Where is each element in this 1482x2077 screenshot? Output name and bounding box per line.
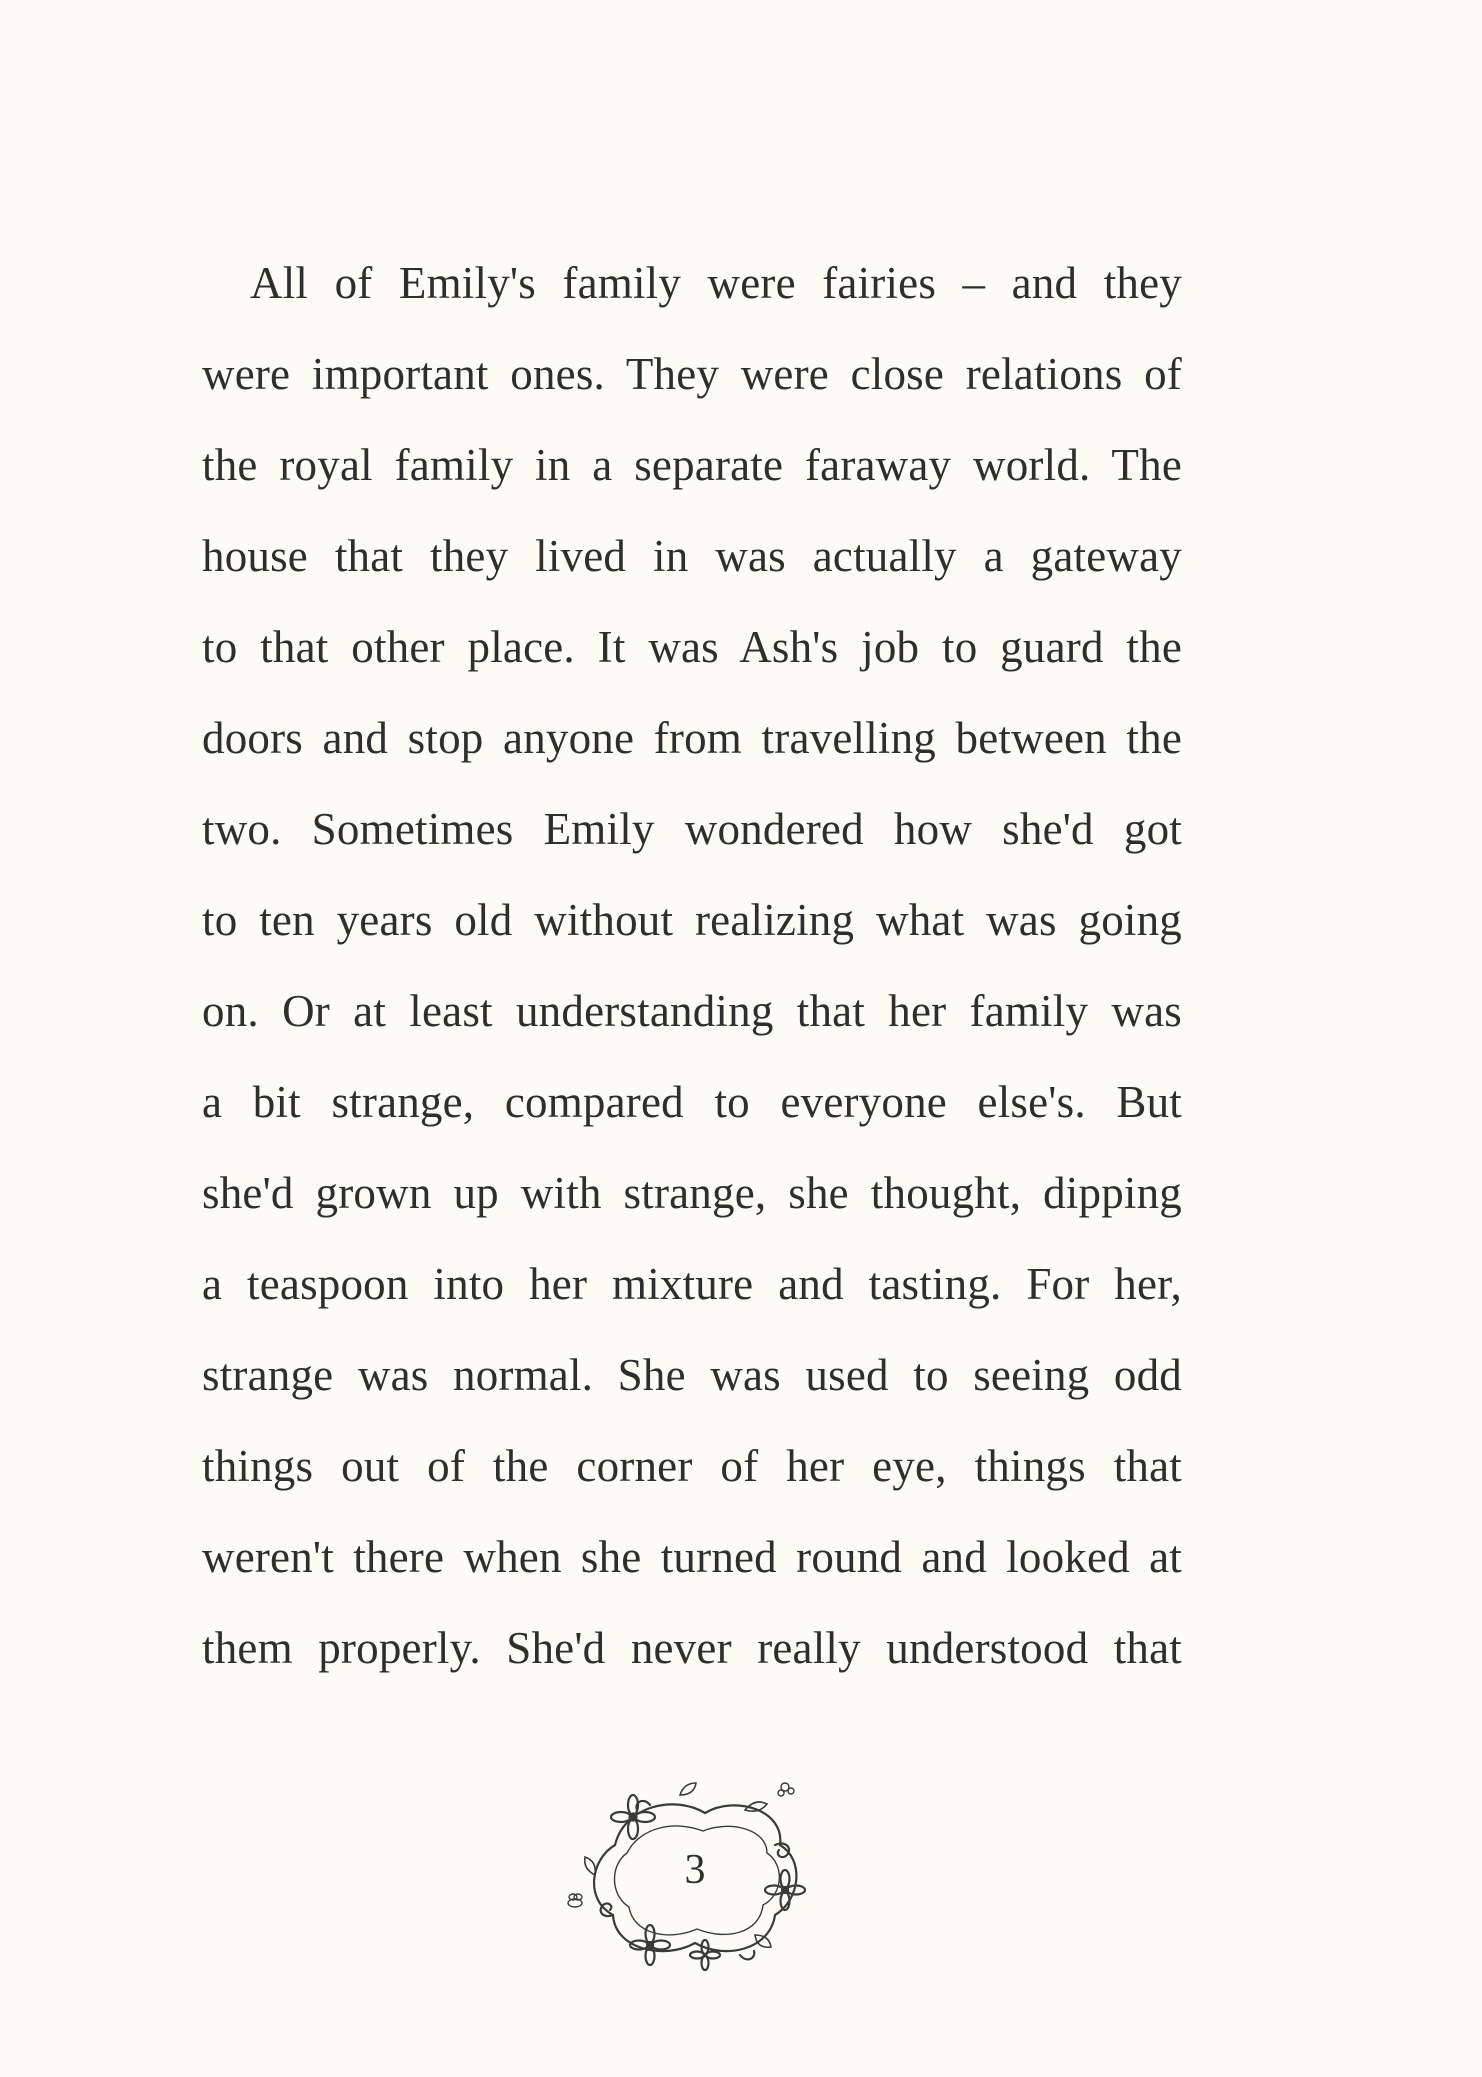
text-line: them properly. She'd never really understood that — [202, 1623, 1182, 1673]
text-line: doors and stop anyone from travelling between the — [202, 713, 1182, 763]
text-line: she'd grown up with strange, she thought, dipping — [202, 1168, 1182, 1218]
text-line: a teaspoon into her mixture and tasting. For her, — [202, 1259, 1182, 1309]
text-line: to ten years old without realizing what was going — [202, 895, 1182, 945]
text-line: the royal family in a separate faraway world. The — [202, 440, 1182, 490]
page-number: 3 — [684, 1847, 706, 1893]
text-line: to that other place. It was Ash's job to guard the — [202, 622, 1182, 672]
body-text — [202, 238, 1182, 1694]
text-line: things out of the corner of her eye, things that — [202, 1441, 1182, 1491]
text-line: strange was normal. She was used to seeing odd — [202, 1350, 1182, 1400]
text-line: a bit strange, compared to everyone else's. But — [202, 1077, 1182, 1127]
text-line: were important ones. They were close relations of — [202, 349, 1182, 399]
text-line: on. Or at least understanding that her family was — [202, 986, 1182, 1036]
text-line: two. Sometimes Emily wondered how she'd got — [202, 804, 1182, 854]
text-line: weren't there when she turned round and looked at — [202, 1532, 1182, 1582]
text-line: house that they lived in was actually a gateway — [202, 531, 1182, 581]
text-line: All of Emily's family were fairies – and they — [250, 258, 1182, 308]
page-folio — [555, 1765, 835, 1975]
